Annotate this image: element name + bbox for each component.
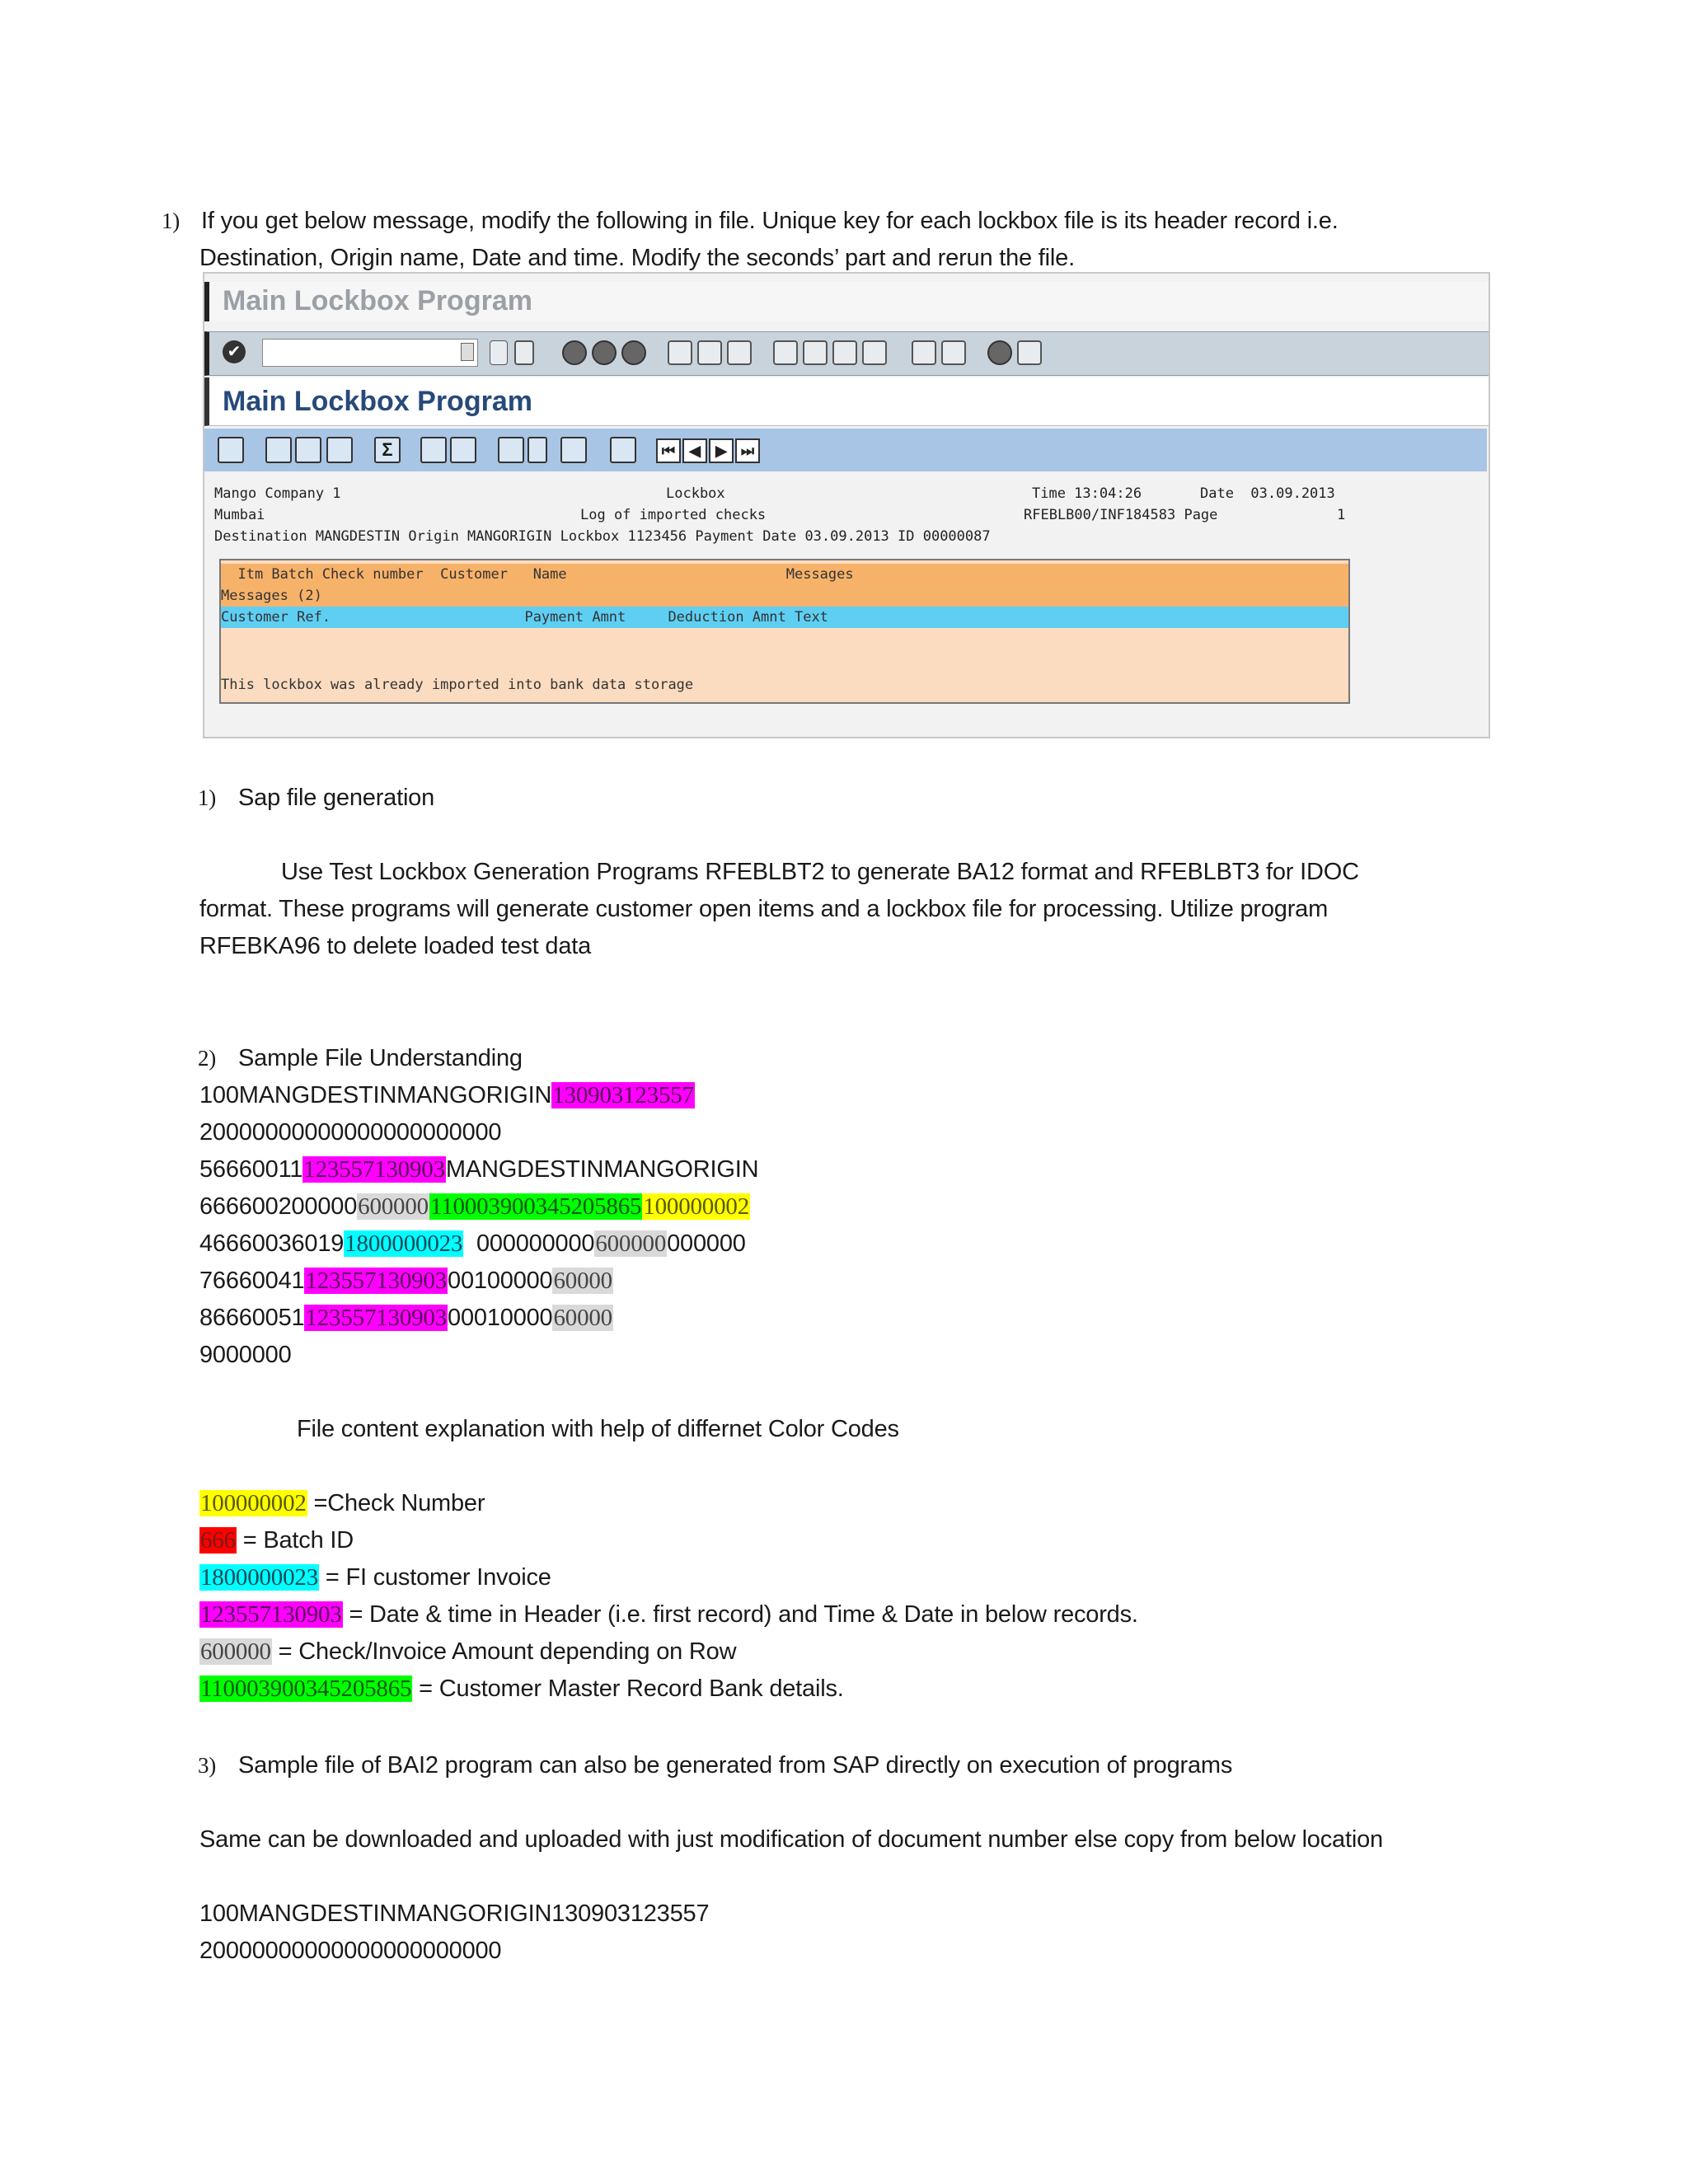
command-field[interactable]	[262, 339, 478, 367]
list-customer-ref-row[interactable]: Customer Ref. Payment Amnt Deduction Amnt Text	[221, 607, 1348, 628]
section1-marker: 1)	[198, 785, 217, 810]
sort-ascending-icon[interactable]	[265, 437, 292, 463]
sample-line-1: 100MANGDESTINMANGORIGIN130903123557	[199, 1900, 710, 1927]
report-date: Date 03.09.2013	[1200, 485, 1335, 502]
sap-application-toolbar	[204, 429, 1487, 471]
amount-highlight: 600000	[358, 1193, 429, 1220]
section1-para-line-1: Use Test Lockbox Generation Programs RFEBLBT2 to generate BA12 format and RFEBLBT3 for IDOC	[281, 859, 1359, 885]
section2-heading: Sample File Understanding	[238, 1045, 523, 1071]
sap-screen-title: Main Lockbox Program	[223, 386, 532, 417]
first-record-icon[interactable]: ⏮	[656, 438, 681, 463]
invoice-highlight: 1800000023	[345, 1230, 463, 1257]
export-icon[interactable]	[450, 437, 476, 463]
amount-highlight: 60000	[553, 1305, 612, 1331]
back-icon[interactable]	[562, 340, 587, 365]
intro-line-2: Destination, Origin name, Date and time. Modify the seconds’ part and rerun the file.	[199, 245, 1075, 271]
shortcut-icon[interactable]	[941, 340, 966, 365]
file-line-2: 20000000000000000000000	[199, 1119, 502, 1146]
back-arrow-icon[interactable]	[490, 340, 508, 365]
check-number-highlight: 100000002	[643, 1193, 749, 1220]
file-line-6: 766600411235571309030010000060000	[199, 1268, 612, 1294]
sum-icon[interactable]: Σ	[374, 437, 401, 463]
previous-page-icon[interactable]	[803, 340, 828, 365]
section3-heading: Sample file of BAI2 program can also be generated from SAP directly on execution of programs	[238, 1752, 1233, 1779]
datetime-highlight: 123557130903	[305, 1305, 448, 1331]
intro-line-1: If you get below message, modify the following in file. Unique key for each lockbox file is its header record i.e.	[201, 208, 1339, 234]
next-page-icon[interactable]	[832, 340, 857, 365]
file-line-7: 866600511235571309030001000060000	[199, 1305, 612, 1331]
section1-para-line-2: format. These programs will generate customer open items and a lockbox file for processing. Utilize program	[199, 896, 1329, 922]
find-next-icon[interactable]	[727, 340, 752, 365]
save-layout-icon[interactable]	[560, 437, 587, 463]
section1-para-line-3: RFEBKA96 to delete loaded test data	[199, 933, 592, 959]
company-name: Mango Company 1	[214, 485, 341, 502]
change-layout-icon[interactable]	[498, 437, 524, 463]
sap-screenshot	[203, 272, 1490, 738]
company-city: Mumbai	[214, 507, 265, 523]
first-page-icon[interactable]	[773, 340, 798, 365]
intro-marker: 1)	[162, 209, 181, 233]
log-list	[219, 559, 1350, 704]
datetime-highlight: 123557130903	[303, 1156, 445, 1183]
section3-marker: 3)	[198, 1753, 217, 1778]
delete-filter-icon[interactable]	[326, 437, 353, 463]
last-page-icon[interactable]	[862, 340, 887, 365]
enter-check-icon[interactable]: ✔	[223, 340, 246, 363]
legend-amount: 600000 = Check/Invoice Amount depending on Row	[200, 1638, 737, 1665]
sap-window-title: Main Lockbox Program	[223, 285, 532, 316]
amount-highlight: 600000	[595, 1230, 667, 1257]
list-header-row: Itm Batch Check number Customer Name Messages	[221, 564, 1348, 585]
file-line-4: 666600200000600000110003900345205865100000002	[199, 1193, 749, 1220]
file-line-3: 56660011123557130903MANGDESTINMANGORIGIN	[199, 1156, 759, 1183]
report-log-label: Log of imported checks	[580, 507, 767, 523]
report-time: Time 13:04:26	[1032, 485, 1142, 502]
save-icon[interactable]	[514, 340, 534, 365]
sample-line-2: 20000000000000000000000	[199, 1938, 502, 1964]
filter-icon[interactable]	[295, 437, 321, 463]
report-program: RFEBLB00/INF184583 Page	[1024, 507, 1218, 523]
list-messages-row[interactable]: Messages (2)	[221, 585, 1348, 607]
datetime-highlight: 130903123557	[552, 1082, 694, 1108]
select-layout-icon[interactable]	[528, 437, 547, 463]
layout-menu-icon[interactable]	[1017, 340, 1042, 365]
print-icon[interactable]	[668, 340, 692, 365]
cancel-icon[interactable]	[621, 340, 646, 365]
file-line-8: 9000000	[199, 1342, 292, 1368]
legend-datetime: 123557130903 = Date & time in Header (i.e. first record) and Time & Date in below records.	[200, 1601, 1138, 1628]
datetime-highlight: 123557130903	[305, 1268, 448, 1294]
legend-batch-id: 666 = Batch ID	[200, 1527, 354, 1554]
section1-heading: Sap file generation	[238, 785, 435, 811]
help-icon[interactable]	[987, 340, 1012, 365]
new-session-icon[interactable]	[912, 340, 936, 365]
explanation-heading: File content explanation with help of differnet Color Codes	[297, 1416, 899, 1442]
command-history-icon[interactable]	[461, 343, 474, 361]
sap-window-title-bar	[204, 282, 1489, 321]
exit-icon[interactable]	[592, 340, 617, 365]
legend-invoice: 1800000023 = FI customer Invoice	[200, 1564, 551, 1591]
last-record-icon[interactable]: ⏭	[735, 438, 760, 463]
list-error-message: This lockbox was already imported into bank data storage	[221, 677, 694, 693]
legend-bank-details: 110003900345205865 = Customer Master Record Bank details.	[200, 1675, 844, 1702]
amount-highlight: 60000	[553, 1268, 612, 1294]
report-lockbox-label: Lockbox	[666, 485, 725, 502]
sap-screen-header	[204, 377, 1489, 426]
legend-check-number: 100000002 =Check Number	[200, 1490, 485, 1516]
bank-details-highlight: 110003900345205865	[429, 1193, 642, 1220]
destination-line: Destination MANGDESTIN Origin MANGORIGIN Lockbox 1123456 Payment Date 03.09.2013 ID 00000087	[214, 528, 991, 545]
report-page-number: 1	[1337, 507, 1346, 523]
find-icon[interactable]	[697, 340, 722, 365]
section3-para: Same can be downloaded and uploaded with just modification of document number else copy from below location	[199, 1826, 1383, 1853]
file-line-5: 466600360191800000023 000000000600000000000	[199, 1230, 746, 1257]
refresh-icon[interactable]	[218, 437, 244, 463]
info-icon[interactable]	[610, 437, 636, 463]
previous-record-icon[interactable]: ◀	[682, 438, 707, 463]
print-preview-icon[interactable]	[420, 437, 447, 463]
next-record-icon[interactable]: ▶	[709, 438, 734, 463]
file-line-1: 100MANGDESTINMANGORIGIN130903123557	[199, 1082, 694, 1108]
section2-marker: 2)	[198, 1046, 217, 1071]
sap-standard-toolbar	[204, 331, 1489, 376]
